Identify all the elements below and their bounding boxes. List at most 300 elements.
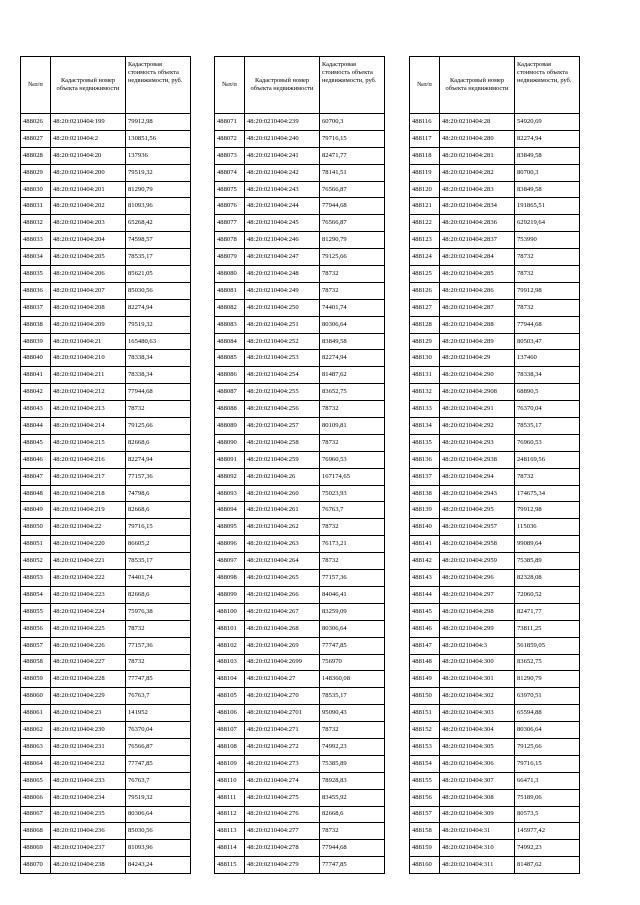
- cell-cadastral-number: 48:20:0210404:236: [51, 823, 126, 840]
- cell-num: 488110: [215, 772, 245, 789]
- table-row: [410, 333, 580, 350]
- cell-num: 488044: [21, 418, 51, 435]
- cell-num: 488038: [21, 316, 51, 333]
- table-body: [410, 114, 580, 874]
- header-num: №п/п: [410, 57, 440, 114]
- cell-cadastral-number: 48:20:0210404:235: [51, 806, 126, 823]
- cell-cadastral-number: 48:20:0210404:232: [51, 755, 126, 772]
- table-row: [21, 249, 191, 266]
- table-row: [21, 570, 191, 587]
- cell-cadastral-cost: 74798,6: [126, 485, 191, 502]
- cell-cadastral-number: 48:20:0210404:289: [440, 333, 515, 350]
- cell-cadastral-number: 48:20:0210404:251: [245, 316, 320, 333]
- cell-cadastral-cost: 85621,05: [126, 266, 191, 283]
- table-row: [215, 789, 385, 806]
- cell-num: 488138: [410, 485, 440, 502]
- table-row: [215, 266, 385, 283]
- cell-num: 488124: [410, 249, 440, 266]
- cell-num: 488040: [21, 350, 51, 367]
- cell-cadastral-number: 48:20:0210404:202: [51, 198, 126, 215]
- table-header-row: [215, 57, 385, 114]
- cell-cadastral-number: 48:20:0210404:290: [440, 367, 515, 384]
- cell-cadastral-number: 48:20:0210404:3: [440, 637, 515, 654]
- table-row: [410, 671, 580, 688]
- cell-cadastral-number: 48:20:0210404:299: [440, 620, 515, 637]
- cell-cadastral-cost: 83455,92: [320, 789, 385, 806]
- table-row: [410, 282, 580, 299]
- table-row: [410, 823, 580, 840]
- table-row: [215, 536, 385, 553]
- cell-num: 488072: [215, 130, 245, 147]
- cell-cadastral-cost: 74992,23: [515, 840, 580, 857]
- cell-num: 488119: [410, 164, 440, 181]
- cell-num: 488148: [410, 654, 440, 671]
- cell-num: 488097: [215, 553, 245, 570]
- cell-cadastral-cost: 77157,36: [126, 468, 191, 485]
- table-row: [215, 857, 385, 874]
- cell-cadastral-number: 48:20:0210404:257: [245, 418, 320, 435]
- cell-num: 488043: [21, 401, 51, 418]
- cell-cadastral-number: 48:20:0210404:2958: [440, 536, 515, 553]
- cell-cadastral-cost: 629219,64: [515, 215, 580, 232]
- cell-cadastral-cost: 82471,77: [320, 147, 385, 164]
- cell-cadastral-cost: 82668,6: [126, 434, 191, 451]
- cell-cadastral-cost: 83849,58: [320, 333, 385, 350]
- cell-num: 488158: [410, 823, 440, 840]
- table-row: [215, 570, 385, 587]
- cell-cadastral-cost: 76763,7: [126, 688, 191, 705]
- cell-num: 488050: [21, 519, 51, 536]
- table-row: [21, 164, 191, 181]
- cell-cadastral-cost: 80573,5: [515, 806, 580, 823]
- table-row: [410, 468, 580, 485]
- cell-cadastral-cost: 78928,83: [320, 772, 385, 789]
- table-row: [410, 789, 580, 806]
- table-row: [21, 451, 191, 468]
- table-row: [215, 418, 385, 435]
- cell-num: 488146: [410, 620, 440, 637]
- cell-cadastral-number: 48:20:0210404:223: [51, 586, 126, 603]
- cell-cadastral-cost: 82471,77: [515, 603, 580, 620]
- cell-cadastral-cost: 78338,34: [126, 367, 191, 384]
- cell-cadastral-number: 48:20:0210404:306: [440, 755, 515, 772]
- table-row: [21, 705, 191, 722]
- cell-cadastral-cost: 167174,65: [320, 468, 385, 485]
- cell-cadastral-cost: 80306,64: [126, 806, 191, 823]
- cell-cadastral-cost: 79716,15: [126, 519, 191, 536]
- cell-num: 488055: [21, 603, 51, 620]
- table-row: [215, 738, 385, 755]
- cell-cadastral-cost: 78732: [320, 282, 385, 299]
- cell-cadastral-cost: 78732: [320, 519, 385, 536]
- cell-num: 488036: [21, 282, 51, 299]
- table-row: [215, 316, 385, 333]
- table-row: [215, 519, 385, 536]
- cell-num: 488091: [215, 451, 245, 468]
- table-row: [215, 350, 385, 367]
- table-row: [215, 130, 385, 147]
- cell-cadastral-number: 48:20:0210404:211: [51, 367, 126, 384]
- cell-cadastral-cost: 84243,24: [126, 857, 191, 874]
- cell-cadastral-cost: 99089,64: [515, 536, 580, 553]
- cell-cadastral-number: 48:20:0210404:304: [440, 722, 515, 739]
- cell-cadastral-number: 48:20:0210404:26: [245, 468, 320, 485]
- cell-cadastral-cost: 66471,3: [515, 772, 580, 789]
- cell-cadastral-cost: 77747,85: [126, 671, 191, 688]
- cell-num: 488101: [215, 620, 245, 637]
- cell-cadastral-number: 48:20:0210404:282: [440, 164, 515, 181]
- table-row: [21, 772, 191, 789]
- cell-cadastral-number: 48:20:0210404:294: [440, 468, 515, 485]
- header-cadastral: Кадастровый номер объекта недвижимости: [245, 57, 320, 114]
- cell-num: 488064: [21, 755, 51, 772]
- table-row: [215, 823, 385, 840]
- cell-num: 488126: [410, 282, 440, 299]
- cell-cadastral-number: 48:20:0210404:221: [51, 553, 126, 570]
- cell-cadastral-number: 48:20:0210404:227: [51, 654, 126, 671]
- table-row: [21, 147, 191, 164]
- cell-cadastral-cost: 561859,05: [515, 637, 580, 654]
- cell-num: 488063: [21, 738, 51, 755]
- cell-cadastral-number: 48:20:0210404:2959: [440, 553, 515, 570]
- cell-cadastral-number: 48:20:0210404:2701: [245, 705, 320, 722]
- cell-num: 488028: [21, 147, 51, 164]
- table-row: [410, 738, 580, 755]
- cell-cadastral-cost: 80109,81: [320, 418, 385, 435]
- cell-cadastral-number: 48:20:0210404:243: [245, 181, 320, 198]
- cell-cadastral-number: 48:20:0210404:272: [245, 738, 320, 755]
- cell-cadastral-cost: 82328,08: [515, 570, 580, 587]
- table-row: [21, 266, 191, 283]
- table-row: [410, 553, 580, 570]
- table-row: [215, 198, 385, 215]
- cell-cadastral-number: 48:20:0210404:253: [245, 350, 320, 367]
- cell-cadastral-cost: 80306,64: [515, 722, 580, 739]
- cell-cadastral-cost: 81093,96: [126, 840, 191, 857]
- cell-num: 488135: [410, 434, 440, 451]
- header-num: №п/п: [21, 57, 51, 114]
- cell-cadastral-number: 48:20:0210404:297: [440, 586, 515, 603]
- cell-cadastral-cost: 77157,36: [126, 637, 191, 654]
- cell-cadastral-number: 48:20:0210404:200: [51, 164, 126, 181]
- table-row: [215, 553, 385, 570]
- cell-cadastral-cost: 78141,51: [320, 164, 385, 181]
- cell-cadastral-cost: 145977,42: [515, 823, 580, 840]
- cell-cadastral-cost: 78535,17: [515, 418, 580, 435]
- table-row: [410, 502, 580, 519]
- table-row: [215, 299, 385, 316]
- cell-cadastral-cost: 72060,52: [515, 586, 580, 603]
- cell-num: 488080: [215, 266, 245, 283]
- cell-cadastral-cost: 76763,7: [126, 772, 191, 789]
- cell-cadastral-cost: 78732: [320, 553, 385, 570]
- table-row: [215, 215, 385, 232]
- cell-cadastral-number: 48:20:0210404:281: [440, 147, 515, 164]
- cell-cadastral-number: 48:20:0210404:275: [245, 789, 320, 806]
- cell-cadastral-number: 48:20:0210404:308: [440, 789, 515, 806]
- cell-cadastral-number: 48:20:0210404:217: [51, 468, 126, 485]
- table-row: [21, 114, 191, 131]
- cell-cadastral-number: 48:20:0210404:247: [245, 249, 320, 266]
- cell-cadastral-number: 48:20:0210404:263: [245, 536, 320, 553]
- table-row: [410, 164, 580, 181]
- table-row: [21, 434, 191, 451]
- cadastral-table-2: [214, 56, 385, 874]
- cell-num: 488084: [215, 333, 245, 350]
- cell-cadastral-number: 48:20:0210404:2837: [440, 232, 515, 249]
- cell-cadastral-number: 48:20:0210404:208: [51, 299, 126, 316]
- cell-cadastral-cost: 78338,34: [126, 350, 191, 367]
- cell-cadastral-number: 48:20:0210404:248: [245, 266, 320, 283]
- cell-num: 488074: [215, 164, 245, 181]
- cell-num: 488034: [21, 249, 51, 266]
- cell-cadastral-cost: 137936: [126, 147, 191, 164]
- table-row: [21, 688, 191, 705]
- cell-cadastral-number: 48:20:0210404:302: [440, 688, 515, 705]
- table-row: [21, 181, 191, 198]
- cell-cadastral-cost: 82668,6: [126, 502, 191, 519]
- cell-num: 488049: [21, 502, 51, 519]
- table-row: [410, 519, 580, 536]
- cell-cadastral-cost: 77747,85: [320, 857, 385, 874]
- cell-cadastral-cost: 78535,17: [126, 553, 191, 570]
- cell-num: 488156: [410, 789, 440, 806]
- cell-cadastral-cost: 248169,56: [515, 451, 580, 468]
- cell-num: 488104: [215, 671, 245, 688]
- cell-num: 488153: [410, 738, 440, 755]
- cell-cadastral-number: 48:20:0210404:206: [51, 266, 126, 283]
- header-cadastral: Кадастровый номер объекта недвижимости: [51, 57, 126, 114]
- table-row: [215, 654, 385, 671]
- cell-cadastral-cost: 81290,79: [515, 671, 580, 688]
- cell-num: 488129: [410, 333, 440, 350]
- cell-cadastral-cost: 76960,53: [320, 451, 385, 468]
- cell-cadastral-cost: 79912,98: [126, 114, 191, 131]
- cell-num: 488111: [215, 789, 245, 806]
- cell-cadastral-cost: 77944,68: [515, 316, 580, 333]
- cell-cadastral-number: 48:20:0210404:27: [245, 671, 320, 688]
- header-cadastral: Кадастровый номер объекта недвижимости: [440, 57, 515, 114]
- cell-cadastral-cost: 82274,94: [126, 451, 191, 468]
- cell-cadastral-number: 48:20:0210404:226: [51, 637, 126, 654]
- cell-num: 488150: [410, 688, 440, 705]
- cell-cadastral-number: 48:20:0210404:249: [245, 282, 320, 299]
- cell-cadastral-cost: 78732: [320, 823, 385, 840]
- table-row: [410, 586, 580, 603]
- cell-cadastral-cost: 81093,96: [126, 198, 191, 215]
- cell-cadastral-cost: 83652,75: [320, 384, 385, 401]
- cell-cadastral-cost: 74401,74: [320, 299, 385, 316]
- table-row: [410, 570, 580, 587]
- cell-num: 488066: [21, 789, 51, 806]
- cell-num: 488081: [215, 282, 245, 299]
- cell-num: 488032: [21, 215, 51, 232]
- table-row: [215, 367, 385, 384]
- cell-cadastral-number: 48:20:0210404:277: [245, 823, 320, 840]
- cell-cadastral-number: 48:20:0210404:2834: [440, 198, 515, 215]
- cell-cadastral-cost: 75385,89: [320, 755, 385, 772]
- table-row: [215, 620, 385, 637]
- cell-cadastral-number: 48:20:0210404:307: [440, 772, 515, 789]
- cell-cadastral-cost: 756970: [320, 654, 385, 671]
- cell-cadastral-number: 48:20:0210404:241: [245, 147, 320, 164]
- cell-cadastral-number: 48:20:0210404:245: [245, 215, 320, 232]
- table-row: [215, 333, 385, 350]
- cell-num: 488128: [410, 316, 440, 333]
- cell-cadastral-number: 48:20:0210404:209: [51, 316, 126, 333]
- cell-cadastral-cost: 79912,98: [515, 282, 580, 299]
- table-row: [215, 671, 385, 688]
- cell-num: 488060: [21, 688, 51, 705]
- cell-cadastral-number: 48:20:0210404:279: [245, 857, 320, 874]
- cell-cadastral-number: 48:20:0210404:222: [51, 570, 126, 587]
- cell-cadastral-cost: 60700,3: [320, 114, 385, 131]
- cell-cadastral-number: 48:20:0210404:252: [245, 333, 320, 350]
- cell-num: 488056: [21, 620, 51, 637]
- table-row: [215, 755, 385, 772]
- cell-num: 488059: [21, 671, 51, 688]
- cell-cadastral-cost: 79519,32: [126, 164, 191, 181]
- cell-cadastral-number: 48:20:0210404:2938: [440, 451, 515, 468]
- cell-num: 488114: [215, 840, 245, 857]
- cell-num: 488037: [21, 299, 51, 316]
- cell-num: 488130: [410, 350, 440, 367]
- cell-cadastral-number: 48:20:0210404:231: [51, 738, 126, 755]
- cell-cadastral-cost: 78732: [126, 620, 191, 637]
- table-row: [215, 485, 385, 502]
- cell-num: 488026: [21, 114, 51, 131]
- table-row: [21, 468, 191, 485]
- cell-num: 488134: [410, 418, 440, 435]
- cell-num: 488099: [215, 586, 245, 603]
- cell-num: 488139: [410, 502, 440, 519]
- cell-cadastral-cost: 78732: [515, 299, 580, 316]
- cell-cadastral-number: 48:20:0210404:229: [51, 688, 126, 705]
- cell-cadastral-number: 48:20:0210404:287: [440, 299, 515, 316]
- cell-cadastral-number: 48:20:0210404:296: [440, 570, 515, 587]
- cell-cadastral-cost: 82274,94: [126, 299, 191, 316]
- cell-num: 488061: [21, 705, 51, 722]
- cell-num: 488048: [21, 485, 51, 502]
- cell-cadastral-number: 48:20:0210404:28: [440, 114, 515, 131]
- table-row: [215, 434, 385, 451]
- cell-cadastral-cost: 82274,94: [515, 130, 580, 147]
- cell-num: 488112: [215, 806, 245, 823]
- table-row: [215, 181, 385, 198]
- cell-num: 488155: [410, 772, 440, 789]
- table-row: [410, 418, 580, 435]
- table-row: [215, 282, 385, 299]
- table-row: [410, 722, 580, 739]
- cell-cadastral-number: 48:20:0210404:259: [245, 451, 320, 468]
- cell-num: 488087: [215, 384, 245, 401]
- cell-cadastral-cost: 74401,74: [126, 570, 191, 587]
- cell-num: 488096: [215, 536, 245, 553]
- table-body: [215, 114, 385, 874]
- cell-num: 488123: [410, 232, 440, 249]
- cell-cadastral-number: 48:20:0210404:298: [440, 603, 515, 620]
- table-row: [410, 536, 580, 553]
- cell-num: 488090: [215, 434, 245, 451]
- table-row: [410, 266, 580, 283]
- cell-cadastral-number: 48:20:0210404:210: [51, 350, 126, 367]
- cell-cadastral-cost: 141952: [126, 705, 191, 722]
- table-row: [410, 401, 580, 418]
- table-row: [21, 806, 191, 823]
- table-row: [21, 637, 191, 654]
- cell-cadastral-number: 48:20:0210404:207: [51, 282, 126, 299]
- cell-cadastral-number: 48:20:0210404:237: [51, 840, 126, 857]
- header-cost: Кадастровая стоимость объекта недвижимости, руб.: [515, 57, 580, 114]
- cell-cadastral-cost: 54920,69: [515, 114, 580, 131]
- cell-cadastral-number: 48:20:0210404:2: [51, 130, 126, 147]
- cell-cadastral-cost: 77747,85: [320, 637, 385, 654]
- header-cost: Кадастровая стоимость объекта недвижимости, руб.: [126, 57, 191, 114]
- cell-num: 488116: [410, 114, 440, 131]
- table-row: [410, 384, 580, 401]
- cell-cadastral-number: 48:20:0210404:204: [51, 232, 126, 249]
- table-row: [215, 401, 385, 418]
- table-row: [21, 857, 191, 874]
- table-row: [410, 232, 580, 249]
- table-row: [21, 755, 191, 772]
- cell-cadastral-number: 48:20:0210404:284: [440, 249, 515, 266]
- cadastral-table-1: [20, 56, 191, 874]
- cell-num: 488042: [21, 384, 51, 401]
- cell-cadastral-cost: 77944,68: [320, 198, 385, 215]
- table-row: [410, 367, 580, 384]
- cell-cadastral-cost: 79912,98: [515, 502, 580, 519]
- table-row: [21, 350, 191, 367]
- table-row: [410, 434, 580, 451]
- table-row: [21, 620, 191, 637]
- cell-cadastral-cost: 115036: [515, 519, 580, 536]
- cell-num: 488133: [410, 401, 440, 418]
- cell-cadastral-number: 48:20:0210404:224: [51, 603, 126, 620]
- cell-cadastral-number: 48:20:0210404:262: [245, 519, 320, 536]
- cell-num: 488029: [21, 164, 51, 181]
- cell-num: 488071: [215, 114, 245, 131]
- table-body: [21, 114, 191, 874]
- cell-cadastral-number: 48:20:0210404:215: [51, 434, 126, 451]
- cell-cadastral-number: 48:20:0210404:288: [440, 316, 515, 333]
- cell-cadastral-cost: 76566,87: [126, 738, 191, 755]
- table-row: [410, 840, 580, 857]
- cell-cadastral-cost: 76960,53: [515, 434, 580, 451]
- cell-num: 488141: [410, 536, 440, 553]
- table-row: [21, 722, 191, 739]
- cell-cadastral-number: 48:20:0210404:219: [51, 502, 126, 519]
- table-row: [215, 232, 385, 249]
- cell-num: 488041: [21, 367, 51, 384]
- header-num: №п/п: [215, 57, 245, 114]
- cell-cadastral-cost: 165480,63: [126, 333, 191, 350]
- cell-num: 488075: [215, 181, 245, 198]
- table-row: [410, 705, 580, 722]
- cell-num: 488046: [21, 451, 51, 468]
- cell-cadastral-cost: 174675,34: [515, 485, 580, 502]
- table-row: [21, 130, 191, 147]
- cell-num: 488079: [215, 249, 245, 266]
- cell-num: 488051: [21, 536, 51, 553]
- cell-cadastral-number: 48:20:0210404:213: [51, 401, 126, 418]
- table-row: [410, 637, 580, 654]
- cell-num: 488027: [21, 130, 51, 147]
- cell-num: 488121: [410, 198, 440, 215]
- cell-cadastral-cost: 79125,66: [515, 738, 580, 755]
- cell-num: 488067: [21, 806, 51, 823]
- cell-cadastral-cost: 78732: [320, 434, 385, 451]
